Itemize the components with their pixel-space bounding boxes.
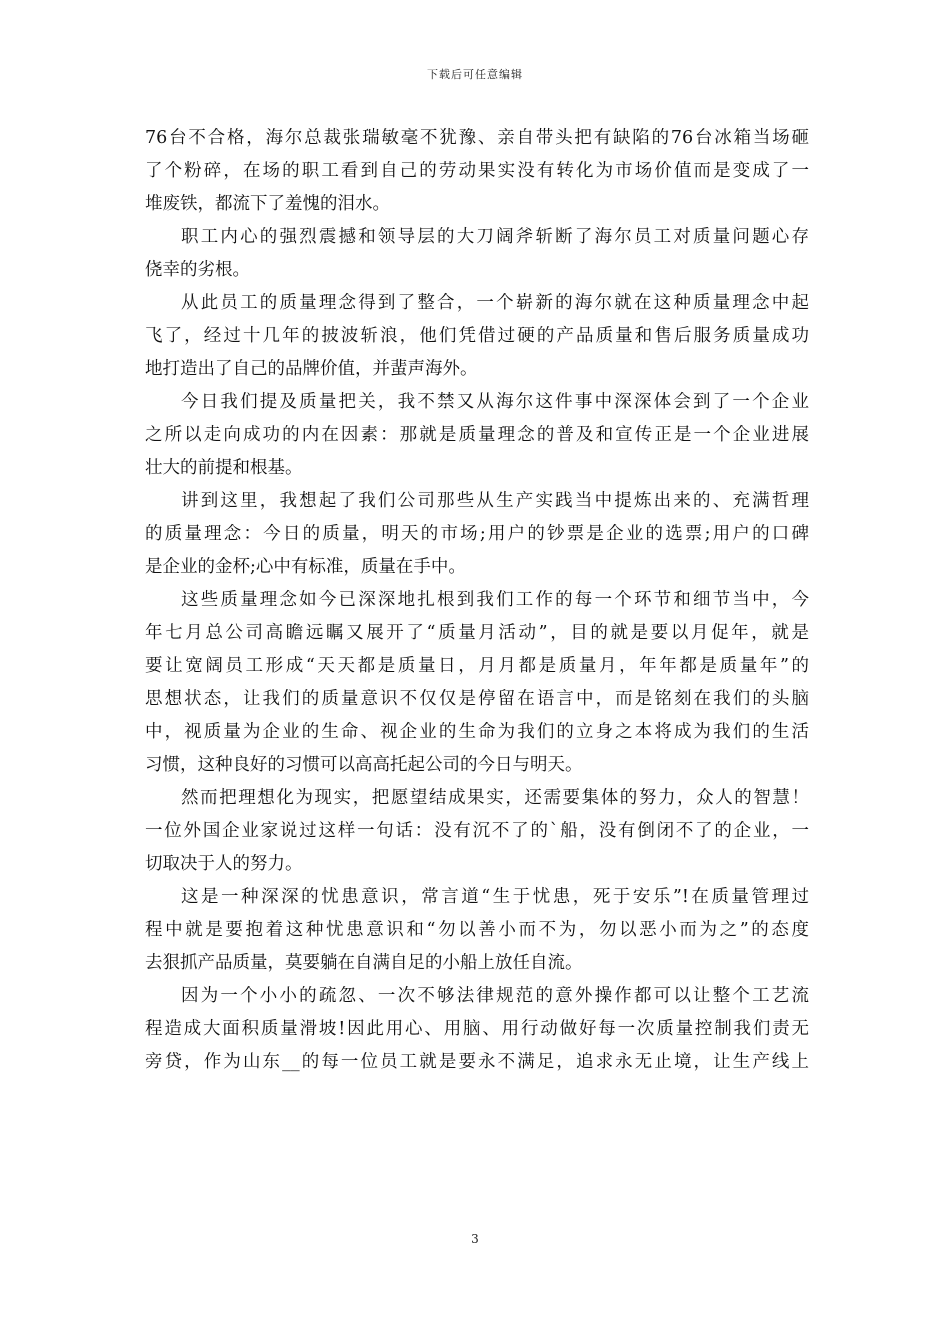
text-line: 习惯，这种良好的习惯可以高高托起公司的今日与明天。 (145, 755, 583, 775)
text-line: 是企业的金杯;心中有标准，质量在手中。 (145, 557, 466, 577)
text-line: 年七月总公司高瞻远瞩又展开了“质量月活动”，目的就是要以月促年，就是 (145, 623, 809, 643)
text-line: 要让宽阔员工形成“天天都是质量日，月月都是质量月，年年都是质量年”的 (145, 656, 809, 676)
text-line: 讲到这里，我想起了我们公司那些从生产实践当中提炼出来的、充满哲理 (181, 491, 809, 511)
text-line: 地打造出了自己的品牌价值，并蜚声海外。 (145, 359, 478, 379)
text-line: 堆废铁，都流下了羞愧的泪水。 (145, 194, 390, 214)
text-line: 然而把理想化为现实，把愿望结成果实，还需要集体的努力，众人的智慧！ (181, 788, 809, 808)
text-line: 从此员工的质量理念得到了整合，一个崭新的海尔就在这种质量理念中起 (181, 293, 809, 313)
page-number: 3 (471, 1232, 479, 1246)
text-line: 的质量理念：今日的质量，明天的市场;用户的钞票是企业的选票;用户的口碑 (145, 524, 809, 544)
document-body (145, 122, 809, 1079)
text-line: 中，视质量为企业的生命、视企业的生命为我们的立身之本将成为我们的生活 (145, 722, 809, 742)
text-line: 一位外国企业家说过这样一句话：没有沉不了的`船，没有倒闭不了的企业，一 (145, 821, 809, 841)
text-line: 76台不合格，海尔总裁张瑞敏毫不犹豫、亲自带头把有缺陷的76台冰箱当场砸 (145, 128, 809, 148)
text-line: 飞了，经过十几年的披波斩浪，他们凭借过硬的产品质量和售后服务质量成功 (145, 326, 809, 346)
text-line: 今日我们提及质量把关，我不禁又从海尔这件事中深深体会到了一个企业 (181, 392, 809, 412)
text-line: 切取决于人的努力。 (145, 854, 303, 874)
text-line: 侥幸的劣根。 (145, 260, 250, 280)
page-header: 下载后可任意编辑 (427, 68, 523, 81)
text-line: 旁贷，作为山东__的每一位员工就是要永不满足，追求永无止境，让生产线上 (145, 1052, 809, 1072)
text-line: 壮大的前提和根基。 (145, 458, 303, 478)
text-line: 因为一个小小的疏忽、一次不够法律规范的意外操作都可以让整个工艺流 (181, 986, 809, 1006)
text-line: 程造成大面积质量滑坡!因此用心、用脑、用行动做好每一次质量控制我们责无 (145, 1019, 809, 1039)
text-line: 了个粉碎，在场的职工看到自己的劳动果实没有转化为市场价值而是变成了一 (145, 161, 809, 181)
text-line: 这些质量理念如今已深深地扎根到我们工作的每一个环节和细节当中，今 (181, 590, 809, 610)
text-line: 这是一种深深的忧患意识，常言道“生于忧患，死于安乐”!在质量管理过 (181, 887, 809, 907)
text-line: 程中就是要抱着这种忧患意识和“勿以善小而不为，勿以恶小而为之”的态度 (145, 920, 809, 940)
text-line: 去狠抓产品质量，莫要躺在自满自足的小船上放任自流。 (145, 953, 583, 973)
text-line: 之所以走向成功的内在因素：那就是质量理念的普及和宣传正是一个企业进展 (145, 425, 809, 445)
text-line: 思想状态，让我们的质量意识不仅仅是停留在语言中，而是铭刻在我们的头脑 (145, 689, 809, 709)
text-line: 职工内心的强烈震撼和领导层的大刀阔斧斩断了海尔员工对质量问题心存 (181, 227, 809, 247)
